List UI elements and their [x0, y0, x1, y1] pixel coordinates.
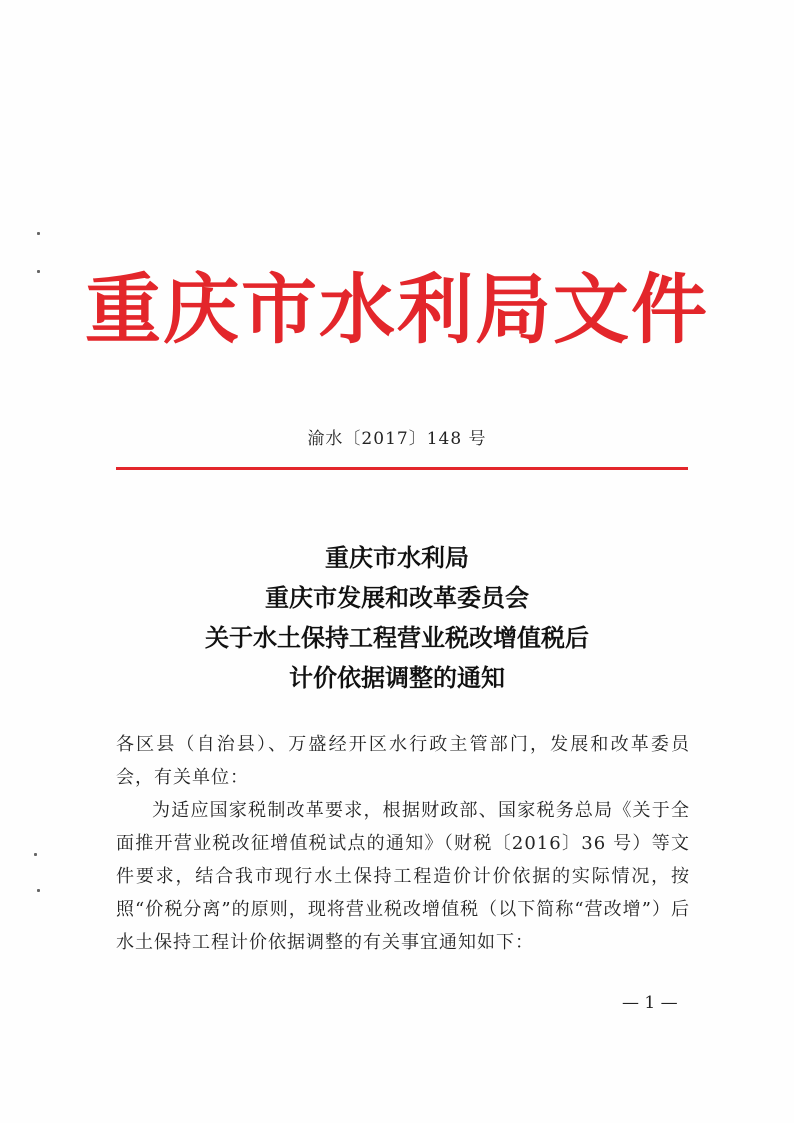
scan-speck [34, 853, 37, 856]
recipients-paragraph: 各区县（自治县）、万盛经开区水行政主管部门，发展和改革委员会，有关单位： [116, 734, 690, 788]
document-header-title: 重庆市水利局文件 [85, 265, 709, 354]
page-number: — 1 — [622, 993, 678, 1013]
document-number: 渝水〔2017〕148 号 [307, 429, 487, 449]
notice-title [0, 538, 794, 698]
notice-title-line: 重庆市发展和改革委员会 [265, 583, 529, 612]
notice-title-line: 重庆市水利局 [325, 543, 469, 572]
body-paragraph: 为适应国家税制改革要求，根据财政部、国家税务总局《关于全面推开营业税改征增值税试点的通知》（财税〔2016〕36 号）等文件要求，结合我市现行水土保持工程造价计价依据的实际情况，按照“价税分离”的原则，现将营业税改增值税（以下简称“营改增”）后水土保持工程计价依据调整的有关事宜通知如下： [116, 800, 690, 953]
notice-title-line: 关于水土保持工程营业税改增值税后 [205, 623, 589, 652]
red-divider-line [116, 467, 688, 470]
scan-speck [37, 889, 40, 892]
notice-title-line: 计价依据调整的通知 [289, 663, 505, 692]
body-text [116, 728, 690, 959]
scan-speck [37, 232, 40, 235]
